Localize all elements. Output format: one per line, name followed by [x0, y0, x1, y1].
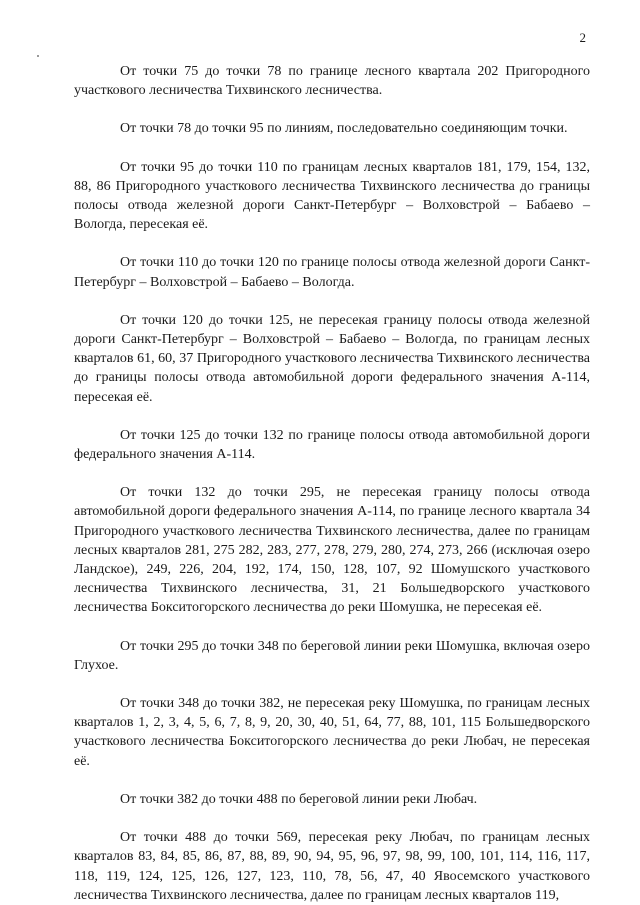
- paragraph-points-488-569: От точки 488 до точки 569, пересекая реку Любач, по границам лесных кварталов 83, 84, 85, 86, 87, 88, 89, 90, 94, 95, 96, 97, 98, 99, 100, 101, 114, 116, 117, 118, 119, 124, 125, 126, 127, 123, 110, 78, 56, 47, 40 Явосемского участкового лесничества Тихвинского лесничества, далее по границам лесных кварталов 119,: [74, 830, 590, 903]
- document-body: [74, 62, 590, 905]
- paragraph-points-125-132: От точки 125 до точки 132 по границе полосы отвода автомобильной дороги федерального значения А-114.: [74, 427, 590, 463]
- paragraph-points-382-488: От точки 382 до точки 488 по береговой линии реки Любач.: [120, 791, 478, 807]
- paragraph-points-348-382: От точки 348 до точки 382, не пересекая реку Шомушка, по границам лесных кварталов 1, 2, 3, 4, 5, 6, 7, 8, 9, 20, 30, 40, 51, 64, 77, 88, 101, 115 Большедворского участкового лесничества Бокситогорского лесничества до реки Любач, не пересекая её.: [74, 696, 590, 769]
- paragraph-points-75-78: От точки 75 до точки 78 по границе лесного квартала 202 Пригородного участкового лесничества Тихвинского лесничества.: [74, 64, 590, 99]
- paragraph-points-95-110: От точки 95 до точки 110 по границам лесных кварталов 181, 179, 154, 132, 88, 86 Пригородного участкового лесничества Тихвинского лесничества до границы полосы отвода железной дороги Санкт-Петербург – Волховстрой – Бабаево – Вологда, пересекая её.: [74, 159, 590, 233]
- paragraph-points-110-120: От точки 110 до точки 120 по границе полосы отвода железной дороги Санкт-Петербург – Волховстрой – Бабаево – Вологда.: [74, 255, 590, 290]
- paragraph-points-295-348: От точки 295 до точки 348 по береговой линии реки Шомушка, включая озеро Глухое.: [74, 638, 590, 673]
- paragraph-points-78-95: От точки 78 до точки 95 по линиям, последовательно соединяющим точки.: [120, 121, 568, 137]
- page-number: 2: [579, 30, 586, 45]
- paragraph-points-120-125: От точки 120 до точки 125, не пересекая границу полосы отвода железной дороги Санкт-Петербург – Волховстрой – Бабаево – Вологда, по границам лесных кварталов 61, 60, 37 Пригородного участкового лесничества Тихвинского лесничества до границы полосы отвода автомобильной дороги федерального значения А-114, пересекая её.: [74, 312, 590, 405]
- paragraph-points-132-295: От точки 132 до точки 295, не пересекая границу полосы отвода автомобильной дороги федерального значения А-114, по границе лесного квартала 34 Пригородного участкового лесничества Тихвинского лесничества, далее по границам лесных кварталов 281, 275 282, 283, 277, 278, 279, 280, 274, 273, 266 (исключая озеро Ландское), 249, 226, 204, 192, 174, 150, 128, 107, 92 Шомушского участкового лесничества Тихвинского лесничества, 31, 21 Большедворского участкового лесничества Бокситогорского лесничества до реки Шомушка, не пересекая её.: [74, 485, 590, 616]
- scan-speck: [37, 55, 39, 57]
